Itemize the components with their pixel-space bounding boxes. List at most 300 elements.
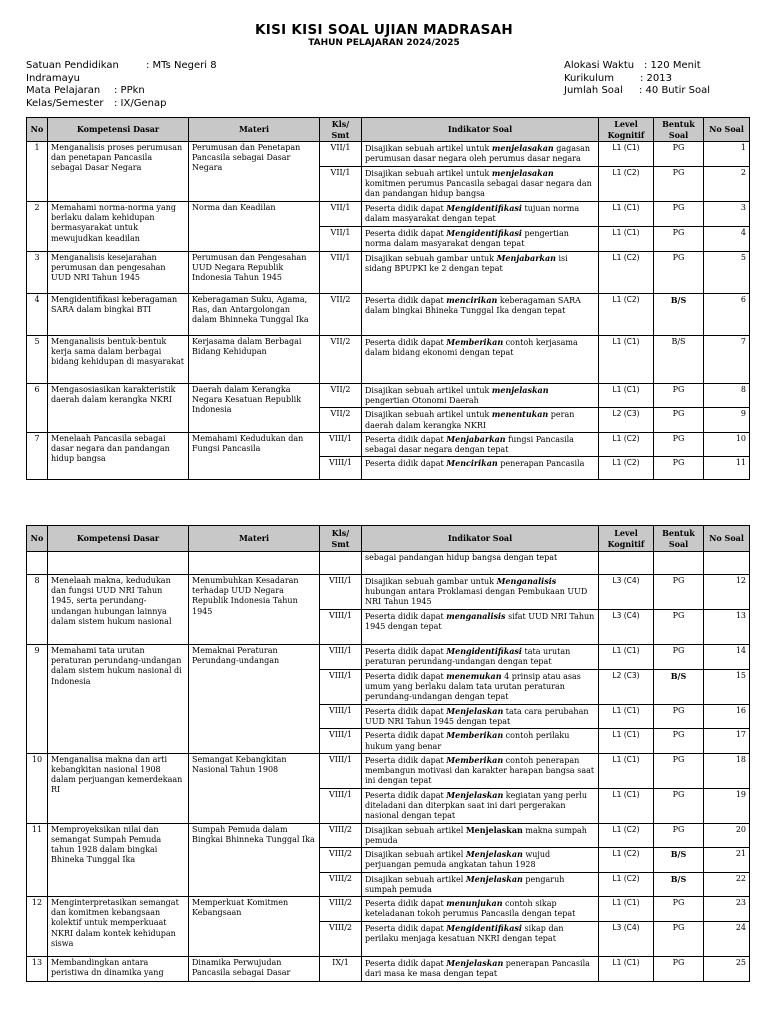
indikator-text: Disajikan sebuah artikel	[365, 874, 466, 884]
bentuk-soal-cell: PG	[654, 252, 704, 294]
header-kls-smt: Kls/ Smt	[320, 118, 362, 142]
indikator-text: Disajikan sebuah artikel untuk	[365, 410, 492, 420]
table-row	[27, 823, 750, 847]
indikator-cell	[362, 897, 599, 922]
kls-smt-cell: VIII/1	[320, 575, 362, 610]
bentuk-soal-cell: B/S	[654, 848, 704, 872]
meta-row	[26, 60, 326, 73]
kls-smt-cell: VII/1	[320, 142, 362, 167]
level-kognitif-cell: L2 (C3)	[599, 408, 654, 432]
kompetensi-dasar-cell: Menelaah Pancasila sebagai dasar negara dan pandangan hidup bangsa	[48, 432, 189, 479]
meta-row	[26, 98, 326, 111]
indikator-text: contoh perilaku hukum yang benar	[365, 731, 570, 751]
kompetensi-dasar-cell: Menelaah makna, kedudukan dan fungsi UUD NRI Tahun 1945, serta perundang-undangan hubungan lainnya dalam sistem hukum nasional	[48, 575, 189, 645]
table-header-row	[27, 526, 750, 552]
indikator-text: kegiatan yang perlu diteladani dan diterpkan saat ini dari pergerakan nasional dengan tepat	[365, 790, 588, 821]
meta-left	[26, 60, 326, 110]
indikator-cell	[362, 575, 599, 610]
row-number: 12	[27, 897, 48, 957]
level-kognitif-cell: L2 (C3)	[599, 670, 654, 705]
level-kognitif-cell: L1 (C2)	[599, 432, 654, 456]
table-body	[27, 142, 750, 480]
indikator-keyword: menganalisis	[446, 611, 506, 621]
indikator-text: Disajikan sebuah artikel untuk	[365, 386, 492, 395]
no-soal-cell: 18	[704, 753, 750, 788]
table-row	[27, 957, 750, 982]
meta-value: : 2013	[640, 72, 672, 84]
meta-value: : 40 Butir Soal	[639, 85, 711, 96]
header-level-kognitif: Level Kognitif	[599, 526, 654, 552]
kls-smt-cell: VIII/1	[320, 670, 362, 705]
indikator-text: keberagaman SARA dalam bingkai Bhineka Tunggal Ika dengan tepat	[365, 296, 581, 316]
no-soal-cell: 2	[704, 167, 750, 202]
indikator-cell	[362, 227, 599, 252]
level-kognitif-cell: L1 (C1)	[599, 142, 654, 167]
level-kognitif-cell: L1 (C1)	[599, 957, 654, 982]
kls-smt-cell: VIII/1	[320, 753, 362, 788]
indikator-keyword: Mencirikan	[446, 458, 498, 469]
materi-cell: Memahami Kedudukan dan Fungsi Pancasila	[189, 432, 320, 479]
indikator-text: Disajikan sebuah artikel	[365, 825, 466, 835]
materi-cell: Perumusan dan Pengesahan UUD Negara Republik Indonesia Tahun 1945	[189, 252, 320, 294]
indikator-text: Peserta didik dapat	[365, 924, 447, 934]
level-kognitif-cell: L1 (C1)	[599, 788, 654, 823]
indikator-cell	[362, 729, 599, 753]
kompetensi-dasar-cell: Memahami tata urutan peraturan perundang-undangan dalam sistem hukum nasional di Indonesia	[48, 645, 189, 754]
no-soal-cell: 6	[704, 294, 750, 336]
indikator-cell	[362, 645, 599, 670]
header-bentuk-soal: Bentuk Soal	[654, 526, 704, 552]
indikator-text: Peserta didik dapat	[365, 338, 447, 347]
indikator-cell	[362, 823, 599, 847]
indikator-keyword: Menganalisis	[496, 576, 557, 586]
bentuk-soal-cell: B/S	[654, 872, 704, 896]
indikator-cell	[362, 142, 599, 167]
indikator-text: Disajikan sebuah gambar untuk	[365, 577, 497, 586]
kompetensi-dasar-cell: Menganalisis kesejarahan perumusan dan pengesahan UUD NRI Tahun 1945	[48, 252, 189, 294]
no-soal-cell: 17	[704, 729, 750, 753]
table-header-row	[27, 118, 750, 142]
indikator-text: Disajikan sebuah artikel untuk	[365, 144, 492, 153]
kls-smt-cell: VII/1	[320, 227, 362, 252]
level-kognitif-cell: L3 (C4)	[599, 922, 654, 957]
kompetensi-dasar-cell: Menganalisis proses perumusan dan penetapan Pancasila sebagai Dasar Negara	[48, 142, 189, 202]
materi-cell: Keberagaman Suku, Agama, Ras, dan Antargolongan dalam Bhinneka Tunggal Ika	[189, 294, 320, 336]
header-no-soal: No Soal	[704, 526, 750, 552]
indikator-cell	[362, 432, 599, 456]
materi-cell: Daerah dalam Kerangka Negara Kesatuan Republik Indonesia	[189, 384, 320, 433]
row-number: 6	[27, 384, 48, 433]
level-kognitif-cell: L1 (C2)	[599, 872, 654, 896]
bentuk-soal-cell: PG	[654, 729, 704, 753]
kls-smt-cell: VII/2	[320, 336, 362, 384]
indikator-text: Peserta didik dapat	[365, 899, 447, 909]
header-no: No	[27, 118, 48, 142]
row-number: 2	[27, 202, 48, 252]
kls-smt-cell: VII/1	[320, 167, 362, 202]
indikator-text: peran daerah dalam kerangka NKRI	[365, 410, 575, 430]
meta-value: : 120 Menit	[644, 60, 701, 71]
meta-label: Mata Pelajaran	[26, 85, 101, 96]
no-soal-cell: 4	[704, 227, 750, 252]
header-indikator-soal: Indikator Soal	[362, 526, 599, 552]
indikator-keyword: mencirikan	[446, 295, 498, 305]
document-title: KISI KISI SOAL UJIAN MADRASAH	[254, 22, 513, 38]
indikator-text: 4 prinsip atau asas umum yang berlaku dalam tata urutan peraturan perundang-undangan dengan tepat	[365, 672, 581, 702]
kls-smt-cell: VIII/2	[320, 823, 362, 847]
no-soal-cell: 5	[704, 252, 750, 294]
kls-smt-cell: VIII/1	[320, 788, 362, 823]
no-soal-cell: 15	[704, 670, 750, 705]
row-number: 13	[27, 957, 48, 982]
meta-value: : PPkn	[114, 85, 145, 96]
header-kompetensi-dasar: Kompetensi Dasar	[48, 118, 189, 142]
meta-label: Kelas/Semester	[26, 97, 104, 109]
indikator-text: fungsi Pancasila sebagai dasar negara dengan tepat	[365, 434, 574, 455]
bentuk-soal-cell: PG	[654, 753, 704, 788]
indikator-keyword: menemukan	[446, 671, 502, 681]
kls-smt-cell: VIII/2	[320, 872, 362, 896]
bentuk-soal-cell: PG	[654, 227, 704, 252]
no-soal-cell: 14	[704, 645, 750, 670]
row-number: 10	[27, 753, 48, 823]
indikator-cell	[362, 167, 599, 202]
indikator-text: penerapan Pancasila dari masa ke masa dengan tepat	[365, 959, 590, 979]
no-soal-cell: 9	[704, 408, 750, 432]
materi-cell: Memaknai Peraturan Perundang-undangan	[189, 645, 320, 754]
bentuk-soal-cell: B/S	[654, 670, 704, 705]
indikator-text: Disajikan sebuah artikel untuk	[365, 169, 492, 178]
indikator-keyword: menjelasakan	[491, 143, 554, 153]
kls-smt-cell: VIII/1	[320, 705, 362, 729]
kisi-table-2	[26, 525, 750, 982]
no-soal-cell: 3	[704, 202, 750, 227]
kls-smt-cell: VII/2	[320, 384, 362, 408]
level-kognitif-cell: L1 (C1)	[599, 384, 654, 408]
table-row	[27, 384, 750, 408]
indikator-text: pengertian norma dalam masyarakat dengan tepat	[365, 229, 569, 249]
indikator-cell	[362, 922, 599, 957]
indikator-text: Peserta didik dapat	[365, 790, 447, 800]
indikator-keyword: Memberikan	[446, 730, 504, 741]
row-number	[27, 552, 48, 575]
indikator-text: sebagai pandangan hidup bangsa dengan tepat	[365, 553, 558, 562]
bentuk-soal-cell: PG	[654, 408, 704, 432]
indikator-text: Peserta didik dapat	[365, 204, 447, 213]
level-kognitif-cell: L1 (C1)	[599, 227, 654, 252]
indikator-keyword: Menjelaskan	[446, 789, 504, 800]
indikator-text: pengertian Otonomi Daerah	[365, 396, 479, 406]
table-row	[27, 897, 750, 922]
level-kognitif-cell: L3 (C4)	[599, 610, 654, 645]
materi-cell: Kerjasama dalam Berbagai Bidang Kehidupan	[189, 336, 320, 384]
materi-cell	[189, 552, 320, 575]
level-kognitif-cell	[599, 552, 654, 575]
level-kognitif-cell: L1 (C1)	[599, 729, 654, 753]
row-number: 8	[27, 575, 48, 645]
kls-smt-cell: VIII/1	[320, 432, 362, 456]
level-kognitif-cell: L1 (C2)	[599, 823, 654, 847]
indikator-cell	[362, 788, 599, 823]
indikator-cell	[362, 552, 599, 575]
no-soal-cell: 25	[704, 957, 750, 982]
indikator-keyword: Mengidentifikasi	[446, 203, 522, 213]
row-number: 9	[27, 645, 48, 754]
header-level-kognitif: Level Kognitif	[599, 118, 654, 142]
indikator-keyword: menentukan	[491, 409, 549, 420]
row-number: 5	[27, 336, 48, 384]
indikator-text: Peserta didik dapat	[365, 959, 447, 969]
indikator-text: penerapan Pancasila	[497, 459, 585, 469]
bentuk-soal-cell: B/S	[654, 294, 704, 336]
kompetensi-dasar-cell: Mengidentifikasi keberagaman SARA dalam bingkai BTI	[48, 294, 189, 336]
meta-row	[564, 73, 754, 86]
indikator-text: Peserta didik dapat	[365, 707, 447, 716]
kisi-table-1	[26, 117, 750, 480]
bentuk-soal-cell: PG	[654, 823, 704, 847]
meta-row	[26, 73, 326, 86]
indikator-keyword: menjelaskan	[491, 385, 549, 395]
bentuk-soal-cell	[654, 552, 704, 575]
no-soal-cell: 13	[704, 610, 750, 645]
indikator-text: contoh penerapan membangun motivasi dan karakter harapan bangsa saat ini dengan tepat	[365, 755, 595, 786]
indikator-cell	[362, 457, 599, 480]
materi-cell: Memperkuat Komitmen Kebangsaan	[189, 897, 320, 957]
indikator-keyword: Mengidentifikasi	[446, 646, 522, 656]
indikator-cell	[362, 252, 599, 294]
header-kompetensi-dasar: Kompetensi Dasar	[48, 526, 189, 552]
level-kognitif-cell: L1 (C2)	[599, 848, 654, 872]
indikator-text: gagasan perumusan dasar negara oleh perumus dasar negara	[365, 144, 591, 164]
level-kognitif-cell: L1 (C2)	[599, 252, 654, 294]
indikator-keyword: Menjabarkan	[446, 433, 506, 444]
header-indikator-soal: Indikator Soal	[362, 118, 599, 142]
no-soal-cell: 21	[704, 848, 750, 872]
table-row	[27, 432, 750, 456]
kls-smt-cell: VII/1	[320, 202, 362, 227]
materi-cell: Menumbuhkan Kesadaran terhadap UUD Negara Republik Indonesia Tahun 1945	[189, 575, 320, 645]
indikator-cell	[362, 848, 599, 872]
kls-smt-cell: VIII/2	[320, 897, 362, 922]
meta-label: Kurikulum	[564, 72, 614, 84]
indikator-text: makna sumpah pemuda	[365, 825, 587, 846]
indikator-keyword: menunjukan	[446, 898, 503, 909]
bentuk-soal-cell: PG	[654, 432, 704, 456]
meta-row	[564, 60, 754, 73]
kls-smt-cell: IX/1	[320, 957, 362, 982]
level-kognitif-cell: L1 (C2)	[599, 457, 654, 480]
table-row	[27, 142, 750, 167]
bentuk-soal-cell: PG	[654, 575, 704, 610]
document-subtitle: TAHUN PELAJARAN 2024/2025	[308, 38, 460, 48]
meta-row	[564, 85, 754, 98]
indikator-text: Peserta didik dapat	[365, 612, 447, 621]
level-kognitif-cell: L1 (C1)	[599, 705, 654, 729]
indikator-text: Peserta didik dapat	[365, 459, 447, 469]
indikator-text: pengaruh sumpah pemuda	[365, 874, 565, 894]
table-body	[27, 552, 750, 982]
indikator-text: Peserta didik dapat	[365, 672, 447, 681]
bentuk-soal-cell: PG	[654, 788, 704, 823]
table-row	[27, 202, 750, 227]
table-row	[27, 753, 750, 788]
indikator-text: komitmen perumus Pancasila sebagai dasar negara dan dan pandangan hidup bangsa	[365, 179, 592, 199]
kls-smt-cell: VII/1	[320, 252, 362, 294]
kompetensi-dasar-cell: Memahami norma-norma yang berlaku dalam kehidupan bermasyarakat untuk mewujudkan keadilan	[48, 202, 189, 252]
indikator-cell	[362, 336, 599, 384]
bentuk-soal-cell: PG	[654, 610, 704, 645]
indikator-text: hubungan antara Proklamasi dengan Pembukaan UUD NRI Tahun 1945	[365, 587, 588, 607]
bentuk-soal-cell: PG	[654, 142, 704, 167]
kompetensi-dasar-cell: Memproyeksikan nilai dan semangat Sumpah Pemuda tahun 1928 dalam bingkai Bhineka Tunggal Ika	[48, 823, 189, 896]
bentuk-soal-cell: B/S	[654, 336, 704, 384]
bentuk-soal-cell: PG	[654, 167, 704, 202]
kls-smt-cell: VIII/1	[320, 610, 362, 645]
meta-label: Alokasi Waktu	[564, 60, 635, 71]
indikator-keyword: Menjabarkan	[496, 253, 556, 263]
row-number: 1	[27, 142, 48, 202]
indikator-keyword: Menjelaskan	[446, 958, 504, 969]
kls-smt-cell: VIII/2	[320, 922, 362, 957]
no-soal-cell: 19	[704, 788, 750, 823]
no-soal-cell: 23	[704, 897, 750, 922]
meta-label: Satuan Pendidikan	[26, 60, 119, 71]
indikator-keyword: Memberikan	[446, 337, 504, 347]
indikator-keyword: Menjelaskan	[446, 706, 504, 716]
no-soal-cell: 11	[704, 457, 750, 480]
table-row	[27, 252, 750, 294]
level-kognitif-cell: L1 (C1)	[599, 753, 654, 788]
indikator-text: contoh kerjasama dalam bidang ekonomi dengan tepat	[365, 338, 578, 358]
indikator-text: tata cara perubahan UUD NRI Tahun 1945 dengan tepat	[365, 707, 589, 727]
no-soal-cell: 10	[704, 432, 750, 456]
no-soal-cell: 7	[704, 336, 750, 384]
materi-cell: Sumpah Pemuda dalam Bingkai Bhinneka Tunggal Ika	[189, 823, 320, 896]
kompetensi-dasar-cell: Menganalisis bentuk-bentuk kerja sama dalam berbagai bidang kehidupan di masyarakat	[48, 336, 189, 384]
kompetensi-dasar-cell: Menginterpretasikan semangat dan komitmen kebangsaan kolektif untuk memperkuaat NKRI dalam kontek kehidupan siswa	[48, 897, 189, 957]
row-number: 3	[27, 252, 48, 294]
kompetensi-dasar-cell: Mengasosiasikan karakteristik daerah dalam kerangka NKRI	[48, 384, 189, 433]
kls-smt-cell	[320, 552, 362, 575]
level-kognitif-cell: L1 (C1)	[599, 336, 654, 384]
no-soal-cell: 1	[704, 142, 750, 167]
indikator-cell	[362, 408, 599, 432]
no-soal-cell: 12	[704, 575, 750, 610]
indikator-cell	[362, 705, 599, 729]
no-soal-cell: 24	[704, 922, 750, 957]
indikator-keyword: menjelasakan	[491, 168, 554, 178]
bentuk-soal-cell: PG	[654, 384, 704, 408]
bentuk-soal-cell: PG	[654, 705, 704, 729]
indikator-keyword: Mengidentifikasi	[446, 228, 522, 238]
indikator-cell	[362, 753, 599, 788]
indikator-cell	[362, 872, 599, 896]
no-soal-cell: 22	[704, 872, 750, 896]
indikator-text: wujud perjuangan pemuda angkatan tahun 1928	[365, 850, 551, 870]
row-number: 7	[27, 432, 48, 479]
kls-smt-cell: VIII/2	[320, 848, 362, 872]
meta-label: Indramayu	[26, 72, 80, 84]
indikator-keyword: Menjelaskan	[465, 873, 523, 884]
indikator-text: sikap dan perilaku menjaga kesatuan NKRI dengan tepat	[365, 924, 564, 944]
kls-smt-cell: VIII/1	[320, 645, 362, 670]
kompetensi-dasar-cell: Membandingkan antara peristiwa dn dinamika yang	[48, 957, 189, 982]
bentuk-soal-cell: PG	[654, 202, 704, 227]
meta-value: : MTs Negeri 8	[146, 60, 217, 71]
indikator-text: Peserta didik dapat	[365, 731, 447, 741]
indikator-text: contoh sikap keteladanan tokoh perumus Pancasila dengan tepat	[365, 899, 576, 919]
indikator-text: Peserta didik dapat	[365, 296, 447, 305]
materi-cell: Norma dan Keadilan	[189, 202, 320, 252]
indikator-keyword: Menjelaskan	[465, 849, 523, 860]
kompetensi-dasar-cell: Menganalisa makna dan arti kebangkitan nasional 1908 dalam perjuangan kemerdekaan RI	[48, 753, 189, 823]
indikator-cell	[362, 294, 599, 336]
no-soal-cell: 8	[704, 384, 750, 408]
row-number: 4	[27, 294, 48, 336]
indikator-keyword: Mengidentifikasi	[446, 923, 522, 934]
meta-label: Jumlah Soal	[564, 85, 623, 96]
indikator-text: Peserta didik dapat	[365, 434, 447, 444]
level-kognitif-cell: L1 (C1)	[599, 897, 654, 922]
level-kognitif-cell: L1 (C2)	[599, 167, 654, 202]
no-soal-cell: 16	[704, 705, 750, 729]
meta-right	[564, 60, 754, 98]
kls-smt-cell: VII/2	[320, 408, 362, 432]
header-bentuk-soal: Bentuk Soal	[654, 118, 704, 142]
indikator-cell	[362, 202, 599, 227]
table-row	[27, 336, 750, 384]
bentuk-soal-cell: PG	[654, 922, 704, 957]
table-row	[27, 552, 750, 575]
meta-row	[26, 85, 326, 98]
level-kognitif-cell: L1 (C2)	[599, 294, 654, 336]
indikator-cell	[362, 384, 599, 408]
indikator-text: isi sidang BPUPKI ke 2 dengan tepat	[365, 254, 568, 274]
bentuk-soal-cell: PG	[654, 897, 704, 922]
indikator-text: Peserta didik dapat	[365, 647, 447, 656]
header-materi: Materi	[189, 526, 320, 552]
kls-smt-cell: VIII/1	[320, 457, 362, 480]
level-kognitif-cell: L3 (C4)	[599, 575, 654, 610]
materi-cell: Dinamika Perwujudan Pancasila sebagai Dasar	[189, 957, 320, 982]
indikator-keyword: Menjelaskan	[465, 824, 523, 835]
kls-smt-cell: VII/2	[320, 294, 362, 336]
meta-value: : IX/Genap	[114, 97, 167, 109]
bentuk-soal-cell: PG	[654, 457, 704, 480]
kls-smt-cell: VIII/1	[320, 729, 362, 753]
indikator-text: Disajikan sebuah gambar untuk	[365, 254, 497, 263]
indikator-text: tujuan norma dalam masyarakat dengan tepat	[365, 204, 580, 224]
level-kognitif-cell: L1 (C1)	[599, 645, 654, 670]
table-row	[27, 294, 750, 336]
bentuk-soal-cell: PG	[654, 957, 704, 982]
indikator-text: Disajikan sebuah artikel	[365, 850, 466, 860]
indikator-cell	[362, 610, 599, 645]
indikator-text: Peserta didik dapat	[365, 229, 447, 238]
table-row	[27, 575, 750, 610]
no-soal-cell: 20	[704, 823, 750, 847]
bentuk-soal-cell: PG	[654, 645, 704, 670]
header-no: No	[27, 526, 48, 552]
row-number: 11	[27, 823, 48, 896]
indikator-cell	[362, 670, 599, 705]
table-row	[27, 645, 750, 670]
indikator-keyword: Memberikan	[446, 754, 504, 765]
level-kognitif-cell: L1 (C1)	[599, 202, 654, 227]
materi-cell: Semangat Kebangkitan Nasional Tahun 1908	[189, 753, 320, 823]
header-kls-smt: Kls/ Smt	[320, 526, 362, 552]
materi-cell: Perumusan dan Penetapan Pancasila sebagai Dasar Negara	[189, 142, 320, 202]
